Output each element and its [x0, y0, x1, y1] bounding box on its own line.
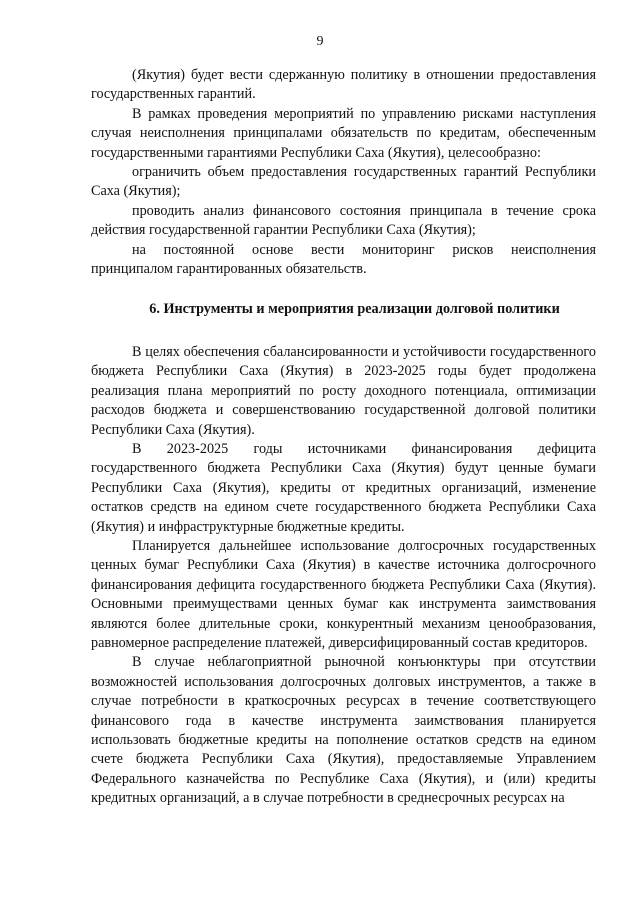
paragraph: В случае неблагоприятной рыночной конъюнктуры при отсутствии возможностей использования долгосрочных долговых инструментов, а также в случае потребности в краткосрочных ресурсах в течение соответствующего финансового года в качестве инструмента заимствования планируется использовать бюджетные кредиты на пополнение остатков средств на едином счете бюджета Республики Саха (Якутия), предоставляемые Управлением Федерального казначейства по Республике Саха (Якутия), и (или) кредиты кредитных организаций, а в случае потребности в среднесрочных ресурсах на [91, 654, 596, 807]
section-heading: 6. Инструменты и мероприятия реализации долговой политики [149, 301, 560, 318]
paragraph: В целях обеспечения сбалансированности и устойчивости государственного бюджета Республики Саха (Якутия) в 2023-2025 годы будет продолжена реализация плана мероприятий по росту доходного потенциала, оптимизации расходов бюджета и совершенствованию государственной долговой политики Республики Саха (Якутия). [91, 343, 596, 438]
page-number: 9 [316, 34, 324, 49]
paragraph: Планируется дальнейшее использование долгосрочных государственных ценных бумаг Республики Саха (Якутия) в качестве источника долгосрочного финансирования дефицита государственного бюджета Республики Саха (Якутия). Основными преимуществами ценных бумаг как инструмента заимствования являются более длительные сроки, конкурентный механизм ценообразования, равномерное распределение платежей, диверсифицированный состав кредиторов. [91, 537, 596, 651]
list-item: проводить анализ финансового состояния принципала в течение срока действия государственной гарантии Республики Саха (Якутия); [91, 202, 596, 239]
paragraph: В рамках проведения мероприятий по управлению рисками наступления случая неисполнения принципалами обязательств по кредитам, обеспеченным государственными гарантиями Республики Саха (Якутия), целесообразно: [91, 105, 596, 161]
paragraph: (Якутия) будет вести сдержанную политику в отношении предоставления государственных гарантий. [91, 67, 596, 103]
list-item: на постоянной основе вести мониторинг рисков неисполнения принципалом гарантированных обязательств. [91, 241, 596, 278]
list-item: ограничить объем предоставления государственных гарантий Республики Саха (Якутия); [91, 164, 596, 200]
paragraph: В 2023-2025 годы источниками финансирования дефицита государственного бюджета Республики Саха (Якутия) будут ценные бумаги Республики Саха (Якутия), кредиты от кредитных организаций, изменение остатков средств на едином счете государственного бюджета Республики Саха (Якутия) и инфраструктурные бюджетные кредиты. [91, 440, 596, 535]
page-body [91, 66, 596, 809]
